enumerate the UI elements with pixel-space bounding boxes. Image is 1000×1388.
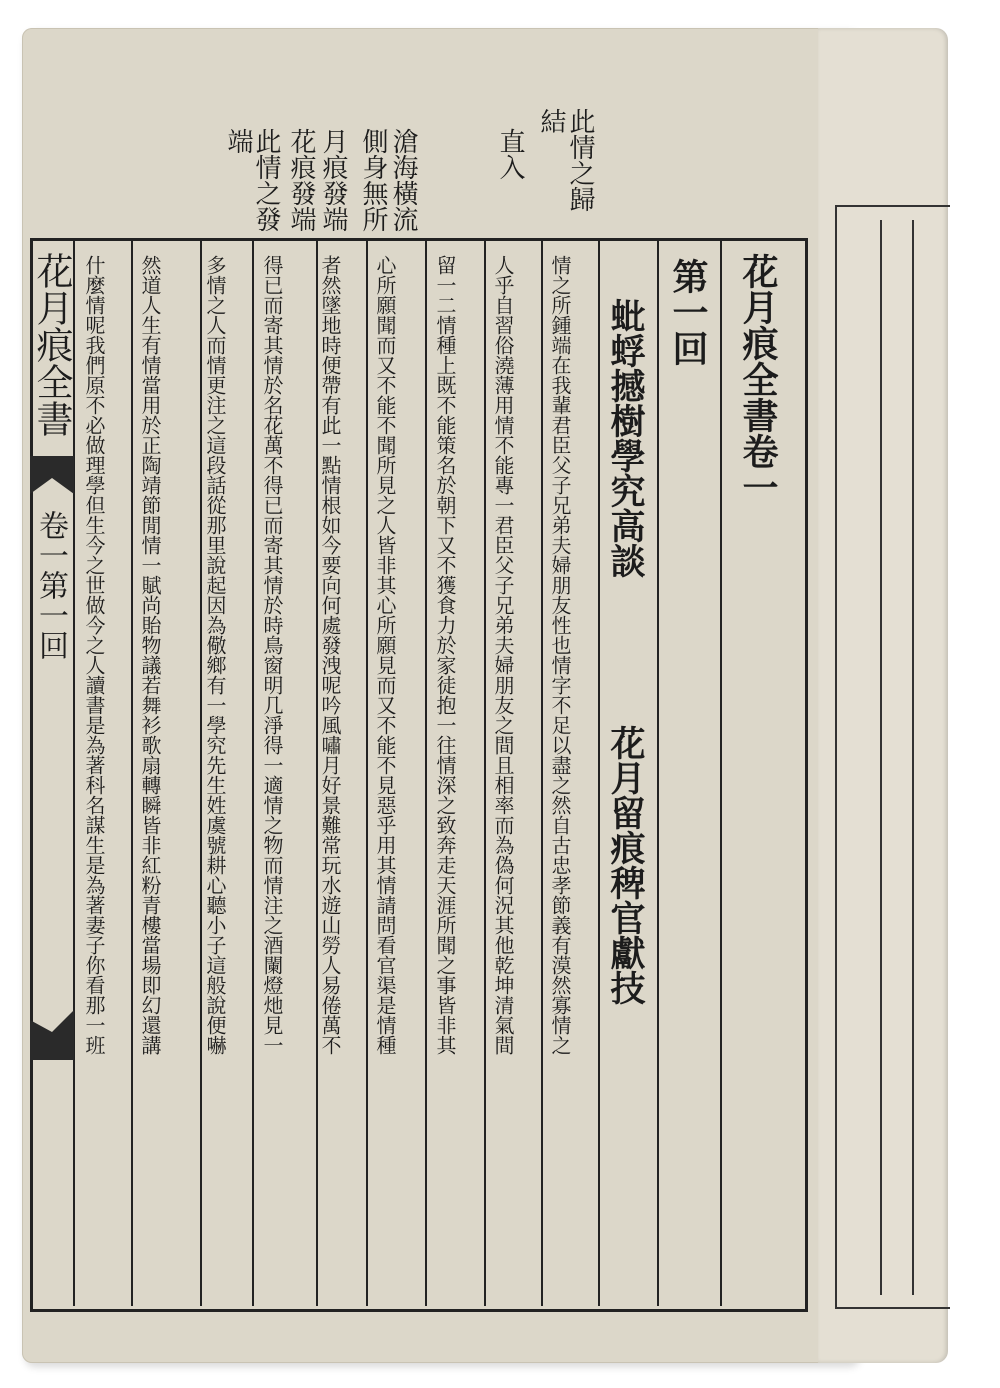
- body-column: 得已而寄其情於名花萬不得已而寄其情於時鳥窗明几淨得一適情之物而情注之酒闌燈灺見一: [260, 255, 284, 1055]
- column-rule: [720, 241, 722, 1306]
- column-rule: [73, 241, 75, 1306]
- column-rule: [366, 241, 368, 1306]
- spine-rule: [912, 220, 914, 1295]
- column-rule: [131, 241, 133, 1306]
- spine-frame: [835, 205, 950, 1309]
- body-column: 人乎自習俗澆薄用情不能專一君臣父子兄弟夫婦朋友之間且相率而為偽何況其他乾坤清氣間: [491, 255, 515, 1055]
- margin-title: 花月痕全書: [30, 252, 73, 437]
- body-column: 心所願聞而又不能不聞所見之人皆非其心所願見而又不能不見惡乎用其情請問看官渠是情種: [373, 255, 397, 1055]
- column-rule: [252, 241, 254, 1306]
- column-rule: [598, 241, 600, 1306]
- fishtail-mark: [30, 456, 74, 496]
- fishtail-mark: [30, 1010, 74, 1060]
- side-note: 側身無所: [358, 128, 388, 232]
- side-note: 月痕發端: [318, 128, 348, 232]
- margin-section: 卷一第一回: [33, 510, 68, 660]
- column-rule: [484, 241, 486, 1306]
- side-note: 滄海橫流: [388, 128, 418, 232]
- body-column: 然道人生有情當用於正陶靖節閒情一賦尚貽物議若舞衫歌扇轉瞬皆非紅粉青樓當場即幻還講: [138, 255, 162, 1055]
- author: 花月留痕稗官獻技: [605, 725, 646, 1005]
- side-note: 此情之歸: [565, 108, 595, 212]
- chapter-number: 第一回: [667, 258, 709, 366]
- side-note: 花痕發端: [286, 128, 316, 232]
- body-column: 者然墜地時便帶有此一點情根如今要向何處發洩呢吟風嘯月好景難常玩水遊山勞人易倦萬不: [318, 255, 342, 1055]
- chapter-title: 蚍蜉撼樹學究高談: [605, 298, 646, 578]
- book-title: 花月痕全書卷一: [737, 253, 779, 505]
- spine-rule: [880, 220, 882, 1295]
- side-note: 端: [223, 128, 253, 154]
- side-note: 結: [536, 108, 566, 134]
- column-rule: [425, 241, 427, 1306]
- column-rule: [200, 241, 202, 1306]
- body-column: 什麼情呢我們原不必做理學但生今之世做今之人讀書是為著科名謀生是為著妻子你看那一班: [82, 255, 106, 1055]
- body-column: 情之所鍾端在我輩君臣父子兄弟夫婦朋友性也情字不足以盡之然自古忠孝節義有漠然寡情之: [548, 255, 572, 1055]
- column-rule: [657, 241, 659, 1306]
- body-column: 多情之人而情更注之這段話從那里說起因為儆鄉有一學究先生姓虞號耕心聽小子這般說便嚇: [203, 255, 227, 1055]
- column-rule: [541, 241, 543, 1306]
- body-column: 留一二情種上既不能策名於朝下又不獲食力於家徒抱一往情深之致奔走天涯所聞之事皆非其: [433, 255, 457, 1055]
- side-note: 此情之發: [251, 128, 281, 232]
- side-note: 直入: [495, 128, 525, 180]
